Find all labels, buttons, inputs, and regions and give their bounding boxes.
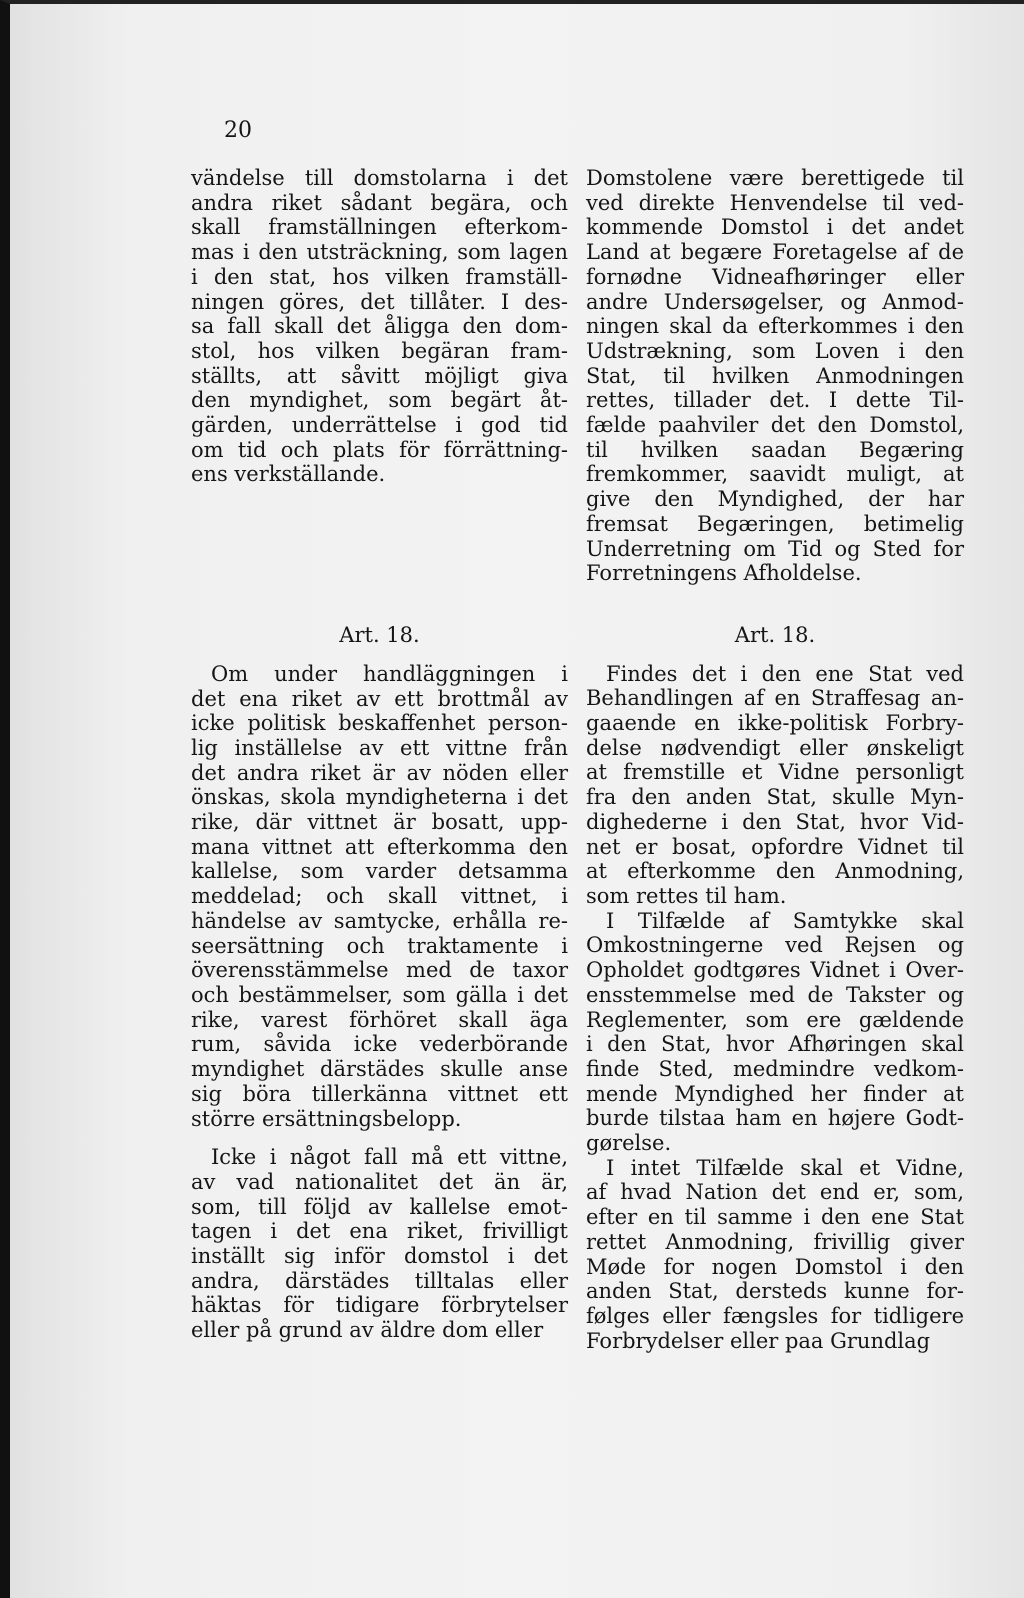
text-line: andra, därstädes tilltalas eller bbox=[191, 1268, 568, 1293]
text-line: sa fall skall det åligga den dom- bbox=[191, 314, 568, 339]
danish-paragraph-4 bbox=[586, 1156, 964, 1354]
text-line: Stat, til hvilken Anmodningen bbox=[586, 363, 964, 388]
text-line: rike, varest förhöret skall äga bbox=[191, 1007, 568, 1032]
text-line: i den stat, hos vilken framställ- bbox=[191, 264, 568, 289]
text-line: kallelse, som varder detsamma bbox=[191, 859, 568, 884]
text-line: Domstolene være berettigede til bbox=[586, 166, 964, 190]
text-line: tagen i det ena riket, frivilligt bbox=[191, 1219, 568, 1244]
text-line: mana vittnet att efterkomma den bbox=[191, 834, 568, 859]
text-line: kommende Domstol i det andet bbox=[586, 215, 964, 240]
text-line: efter en til samme i den ene Stat bbox=[586, 1205, 964, 1230]
text-line: Om under handläggningen i bbox=[211, 661, 568, 686]
text-line: som rettes til ham. bbox=[586, 883, 787, 908]
text-line: Behandlingen af en Straffesag an- bbox=[586, 686, 964, 711]
text-line: ningen skal da efterkommes i den bbox=[586, 314, 964, 339]
text-line: give den Myndighed, der har bbox=[586, 487, 964, 512]
text-line: net er bosat, opfordre Vidnet til bbox=[586, 834, 964, 859]
text-line: inställt sig inför domstol i det bbox=[191, 1244, 568, 1269]
danish-paragraph-3 bbox=[586, 909, 964, 1156]
swedish-column bbox=[191, 166, 568, 1343]
swedish-paragraph-2 bbox=[191, 662, 568, 1131]
text-line: gaaende en ikke-politisk Forbry- bbox=[586, 711, 964, 736]
text-line: fælde paahviler det den Domstol, bbox=[586, 413, 964, 438]
text-line: ningen göres, det tillåter. I des- bbox=[191, 289, 568, 314]
text-line: gørelse. bbox=[586, 1131, 672, 1156]
text-line: rum, såvida icke vederbörande bbox=[191, 1032, 568, 1057]
danish-paragraph-1 bbox=[586, 166, 964, 586]
text-line: I intet Tilfælde skal et Vidne, bbox=[606, 1155, 964, 1180]
text-line: större ersättningsbelopp. bbox=[191, 1106, 462, 1131]
text-line: vändelse till domstolarna i det bbox=[191, 166, 568, 190]
text-line: den myndighet, som begärt åt- bbox=[191, 388, 568, 413]
danish-paragraph-2 bbox=[586, 662, 964, 909]
text-line: fornødne Vidneafhøringer eller bbox=[586, 264, 964, 289]
text-line: ens verkställande. bbox=[191, 462, 386, 487]
text-line: händelse av samtycke, erhålla re- bbox=[191, 908, 568, 933]
text-line: önskas, skola myndigheterna i det bbox=[191, 785, 568, 810]
text-line: finde Sted, medmindre vedkom- bbox=[586, 1056, 964, 1081]
text-line: och bestämmelser, som gälla i det bbox=[191, 982, 568, 1007]
text-line: sig böra tillerkänna vittnet ett bbox=[191, 1081, 568, 1106]
text-line: överensstämmelse med de taxor bbox=[191, 958, 568, 983]
text-line: ställts, att såvitt möjligt giva bbox=[191, 363, 568, 388]
text-line: icke politisk beskaffenhet person- bbox=[191, 711, 568, 736]
text-line: Icke i något fall må ett vittne, bbox=[211, 1145, 568, 1170]
text-line: at fremstille et Vidne personligt bbox=[586, 760, 964, 785]
danish-column bbox=[586, 166, 964, 1353]
text-line: i den Stat, hvor Afhøringen skal bbox=[586, 1032, 964, 1057]
text-line: fra den anden Stat, skulle Myn- bbox=[586, 785, 964, 810]
text-line: skall framställningen efterkom- bbox=[191, 215, 568, 240]
text-line: rettet Anmodning, frivillig giver bbox=[586, 1229, 964, 1254]
text-line: fremkommer, saavidt muligt, at bbox=[586, 462, 964, 487]
text-line: Land at begære Foretagelse af de bbox=[586, 240, 964, 265]
text-line: andra riket sådant begära, och bbox=[191, 190, 568, 215]
swedish-paragraph-3 bbox=[191, 1145, 568, 1343]
text-line: Udstrækning, som Loven i den bbox=[586, 338, 964, 363]
text-line: at efterkomme den Anmodning, bbox=[586, 859, 964, 884]
text-line: anden Stat, dersteds kunne for- bbox=[586, 1279, 964, 1304]
text-line: Opholdet godtgøres Vidnet i Over- bbox=[586, 958, 964, 983]
text-line: det ena riket av ett brottmål av bbox=[191, 686, 568, 711]
text-line: Forretningens Afholdelse. bbox=[586, 561, 862, 586]
text-line: myndighet därstädes skulle anse bbox=[191, 1057, 568, 1082]
text-line: stol, hos vilken begäran fram- bbox=[191, 338, 568, 363]
text-line: det andra riket är av nöden eller bbox=[191, 760, 568, 785]
text-line: rettes, tillader det. I dette Til- bbox=[586, 388, 964, 413]
text-line: I Tilfælde af Samtykke skal bbox=[606, 908, 964, 933]
text-line: burde tilstaa ham en højere Godt- bbox=[586, 1106, 964, 1131]
text-line: andre Undersøgelser, og Anmod- bbox=[586, 289, 964, 314]
text-line: av vad nationalitet det än är, bbox=[191, 1169, 568, 1194]
page-number: 20 bbox=[224, 118, 252, 143]
text-line: som, till följd av kallelse emot- bbox=[191, 1194, 568, 1219]
text-line: ensstemmelse med de Takster og bbox=[586, 982, 964, 1007]
text-line: rike, där vittnet är bosatt, upp- bbox=[191, 810, 568, 835]
text-line: Omkostningerne ved Rejsen og bbox=[586, 933, 964, 958]
text-line: mas i den utsträckning, som lagen bbox=[191, 240, 568, 265]
text-line: gärden, underrättelse i god tid bbox=[191, 413, 568, 438]
text-line: Findes det i den ene Stat ved bbox=[606, 661, 964, 686]
text-line: Møde for nogen Domstol i den bbox=[586, 1254, 964, 1279]
swedish-paragraph-1 bbox=[191, 166, 568, 487]
swedish-article-heading: Art. 18. bbox=[339, 623, 420, 648]
text-line: mende Myndighed her finder at bbox=[586, 1081, 964, 1106]
text-line: lig inställelse av ett vittne från bbox=[191, 735, 568, 760]
text-line: Underretning om Tid og Sted for bbox=[586, 536, 964, 561]
text-line: af hvad Nation det end er, som, bbox=[586, 1180, 964, 1205]
text-line: delse nødvendigt eller ønskeligt bbox=[586, 735, 964, 760]
text-line: følges eller fængsles for tidligere bbox=[586, 1303, 964, 1328]
text-line: dighederne i den Stat, hvor Vid- bbox=[586, 809, 964, 834]
text-line: fremsat Begæringen, betimelig bbox=[586, 511, 964, 536]
text-line: häktas för tidigare förbrytelser bbox=[191, 1293, 568, 1318]
text-line: Forbrydelser eller paa Grundlag bbox=[586, 1328, 931, 1353]
danish-article-heading: Art. 18. bbox=[734, 622, 816, 647]
text-line: meddelad; och skall vittnet, i bbox=[191, 884, 568, 909]
text-line: til hvilken saadan Begæring bbox=[586, 437, 964, 462]
text-line: ved direkte Henvendelse til ved- bbox=[586, 190, 964, 215]
text-line: eller på grund av äldre dom eller bbox=[191, 1318, 544, 1343]
text-line: om tid och plats för förrättning- bbox=[191, 437, 568, 462]
text-line: seersättning och traktamente i bbox=[191, 933, 568, 958]
text-line: Reglementer, som ere gældende bbox=[586, 1007, 964, 1032]
